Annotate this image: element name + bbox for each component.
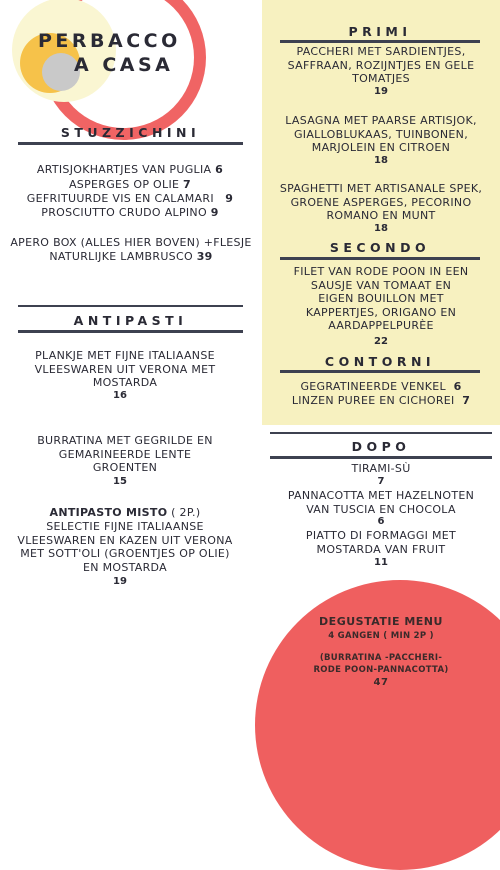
degustatie-price: 47 <box>373 677 389 688</box>
contorni-rule <box>280 370 480 373</box>
antipasti-price: 15 <box>113 476 127 487</box>
secondo-price: 22 <box>374 336 388 347</box>
antipasti-rule <box>18 330 243 333</box>
antipasti-item-burratina: BURRATINA MET GEGRILDE EN GEMARINEERDE LENTE GROENTEN <box>37 434 213 474</box>
stuzzichini-item: ARTISJOKHARTJES VAN PUGLIA 6 <box>36 163 224 176</box>
primi-rule <box>280 40 480 43</box>
dopo-item-formaggi: PIATTO DI FORMAGGI MET MOSTARDA VAN FRUIT <box>305 529 457 556</box>
antipasti-rule-top <box>18 305 243 307</box>
degustatie-title: DEGUSTATIE MENU <box>319 615 443 628</box>
dopo-price: 7 <box>377 476 385 487</box>
antipasti-price: 19 <box>113 576 127 587</box>
stuzzichini-item: GEFRITUURDE VIS EN CALAMARI 9 <box>26 192 234 205</box>
stuzzichini-heading: STUZZICHINI <box>60 125 201 140</box>
apero-box-line1: APERO BOX (ALLES HIER BOVEN) +FLESJE <box>10 236 252 249</box>
stuzzichini-item: PROSCIUTTO CRUDO ALPINO 9 <box>41 206 219 219</box>
antipasti-price: 16 <box>113 390 127 401</box>
antipasto-misto-title: ANTIPASTO MISTO ( 2P.) <box>49 506 201 519</box>
degustatie-line2: RODE POON-PANNACOTTA) <box>313 665 449 675</box>
contorni-item: GEGRATINEERDE VENKEL 6 <box>300 380 462 393</box>
secondo-rule <box>280 257 480 260</box>
brand-title-line2: A CASA <box>74 54 174 76</box>
degustatie-subtitle: 4 GANGEN ( MIN 2P ) <box>328 631 434 641</box>
brand-title-line1: PERBACCO <box>38 30 181 52</box>
antipasti-item-plankje: PLANKJE MET FIJNE ITALIAANSE VLEESWAREN UIT VERONA MET MOSTARDA <box>34 349 216 389</box>
dopo-item-pannacotta: PANNACOTTA MET HAZELNOTEN VAN TUSCIA EN CHOCOLA <box>287 489 475 516</box>
secondo-item-poon: FILET VAN RODE POON IN EEN SAUSJE VAN TOMAAT EN EIGEN BOUILLON MET KAPPERTJES, ORIGANO EN AARDAPPELPURÈE <box>293 265 469 332</box>
contorni-heading: CONTORNI <box>324 354 436 369</box>
primi-heading: PRIMI <box>348 24 412 39</box>
primi-item-spaghetti: SPAGHETTI MET ARTISANALE SPEK, GROENE ASPERGES, PECORINO ROMANO EN MUNT <box>279 182 483 222</box>
contorni-item: LINZEN PUREE EN CICHOREI 7 <box>291 394 471 407</box>
apero-box-line2: NATURLIJKE LAMBRUSCO 39 <box>49 250 213 263</box>
antipasto-misto-desc: SELECTIE FIJNE ITALIAANSE VLEESWAREN EN KAZEN UIT VERONA MET SOTT'OLI (GROENTJES OP OLIE) EN MOSTARDA <box>17 520 233 574</box>
stuzzichini-rule <box>18 142 243 145</box>
stuzzichini-item: ASPERGES OP OLIE 7 <box>68 178 192 191</box>
secondo-heading: SECONDO <box>329 240 431 255</box>
dopo-heading: DOPO <box>351 439 411 454</box>
primi-item-lasagna: LASAGNA MET PAARSE ARTISJOK, GIALLOBLUKAAS, TUINBONEN, MARJOLEIN EN CITROEN <box>285 114 477 154</box>
antipasti-heading: ANTIPASTI <box>73 313 188 328</box>
dopo-rule-top <box>270 432 492 434</box>
dopo-price: 6 <box>377 516 385 527</box>
primi-item-paccheri: PACCHERI MET SARDIENTJES, SAFFRAAN, ROZIJNTJES EN GELE TOMATJES <box>287 45 475 85</box>
primi-price: 19 <box>374 86 388 97</box>
primi-price: 18 <box>374 155 388 166</box>
degustatie-line1: (BURRATINA -PACCHERI- <box>319 653 443 663</box>
dopo-price: 11 <box>374 557 388 568</box>
dopo-item-tiramisu: TIRAMI-SÙ <box>351 462 411 475</box>
primi-price: 18 <box>374 223 388 234</box>
dopo-rule <box>270 456 492 459</box>
